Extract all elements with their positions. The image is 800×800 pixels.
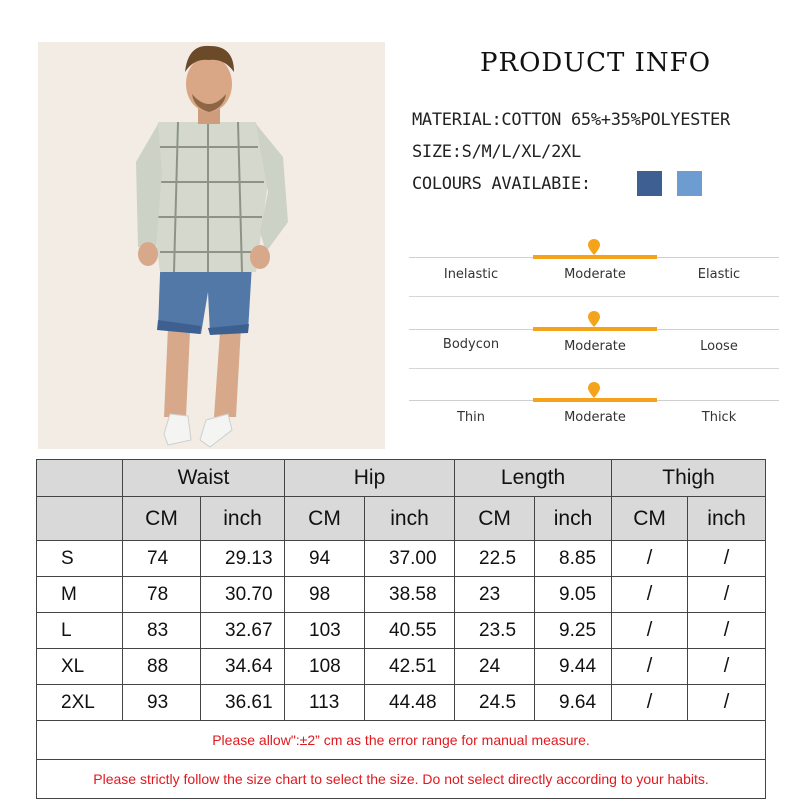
header-hip: Hip [285,460,455,497]
scale-label-left: Thin [456,410,486,425]
scale-divider [409,296,779,297]
header-unit-inch: inch [535,497,612,541]
size-label: M [37,577,123,613]
scale-divider [409,368,779,369]
location-pin-icon [588,239,600,255]
hip-inch: 40.55 [365,613,455,649]
scale-label-right: Thick [701,410,737,425]
size-label: 2XL [37,685,123,721]
length-inch: 9.25 [535,613,612,649]
hip-inch: 42.51 [365,649,455,685]
header-unit-cm: CM [123,497,201,541]
hip-inch: 37.00 [365,541,455,577]
thigh-cm: / [612,649,688,685]
follow-chart-note: Please strictly follow the size chart to select the size. Do not select directly according to your habits. [37,760,766,799]
header-unit-cm: CM [612,497,688,541]
hip-cm: 108 [285,649,365,685]
header-thigh: Thigh [612,460,766,497]
colour-swatch-light-blue[interactable] [677,171,702,196]
thigh-cm: / [612,613,688,649]
thigh-inch: / [688,649,766,685]
scale-label-right: Loose [700,339,738,354]
scale-label-left: Bodycon [442,337,500,352]
table-row [37,613,766,649]
table-row [37,685,766,721]
size-label: L [37,613,123,649]
colours-label: COLOURS AVAILABIE: [412,174,591,194]
note-row-allowance [37,721,766,760]
thigh-inch: / [688,541,766,577]
scale-label-middle: Moderate [564,410,626,425]
header-blank [37,497,123,541]
product-info-title: PRODUCT INFO [480,48,712,78]
hip-cm: 113 [285,685,365,721]
header-unit-cm: CM [455,497,535,541]
size-label: S [37,541,123,577]
length-inch: 9.44 [535,649,612,685]
scale-label-middle: Moderate [564,267,626,282]
colour-swatch-dark-blue[interactable] [637,171,662,196]
fit-scale [409,309,779,369]
thigh-cm: / [612,685,688,721]
length-cm: 24.5 [455,685,535,721]
length-inch: 9.05 [535,577,612,613]
table-header-units [37,497,766,541]
waist-cm: 78 [123,577,201,613]
waist-cm: 83 [123,613,201,649]
thigh-inch: / [688,613,766,649]
scale-label-left: Inelastic [443,267,499,282]
waist-inch: 32.67 [201,613,285,649]
header-unit-inch: inch [688,497,766,541]
waist-inch: 34.64 [201,649,285,685]
table-row [37,577,766,613]
length-cm: 22.5 [455,541,535,577]
thickness-scale [409,380,779,440]
size-label: XL [37,649,123,685]
header-unit-inch: inch [365,497,455,541]
note-row-follow [37,760,766,799]
scale-highlight [533,327,657,331]
header-unit-inch: inch [201,497,285,541]
size-text: SIZE:S/M/L/XL/2XL [412,142,581,162]
table-header-groups [37,460,766,497]
thigh-cm: / [612,541,688,577]
table-row [37,649,766,685]
hip-cm: 94 [285,541,365,577]
header-length: Length [455,460,612,497]
hip-cm: 98 [285,577,365,613]
hip-cm: 103 [285,613,365,649]
thigh-inch: / [688,685,766,721]
length-inch: 9.64 [535,685,612,721]
thigh-inch: / [688,577,766,613]
thigh-cm: / [612,577,688,613]
allowance-note: Please allow":±2” cm as the error range for manual measure. [37,721,766,760]
hip-inch: 44.48 [365,685,455,721]
hip-inch: 38.58 [365,577,455,613]
header-blank [37,460,123,497]
waist-inch: 29.13 [201,541,285,577]
length-cm: 23 [455,577,535,613]
length-cm: 24 [455,649,535,685]
waist-cm: 74 [123,541,201,577]
table-row [37,541,766,577]
material-text: MATERIAL:COTTON 65%+35%POLYESTER [412,110,730,130]
header-unit-cm: CM [285,497,365,541]
scale-highlight [533,255,657,259]
waist-inch: 30.70 [201,577,285,613]
scale-highlight [533,398,657,402]
location-pin-icon [588,311,600,327]
length-cm: 23.5 [455,613,535,649]
elasticity-scale [409,237,779,297]
waist-cm: 93 [123,685,201,721]
waist-inch: 36.61 [201,685,285,721]
size-chart-table [36,459,766,799]
product-photo [38,42,385,449]
scale-label-middle: Moderate [564,339,626,354]
scale-label-right: Elastic [697,267,741,282]
location-pin-icon [588,382,600,398]
header-waist: Waist [123,460,285,497]
model-illustration [38,42,385,449]
length-inch: 8.85 [535,541,612,577]
waist-cm: 88 [123,649,201,685]
